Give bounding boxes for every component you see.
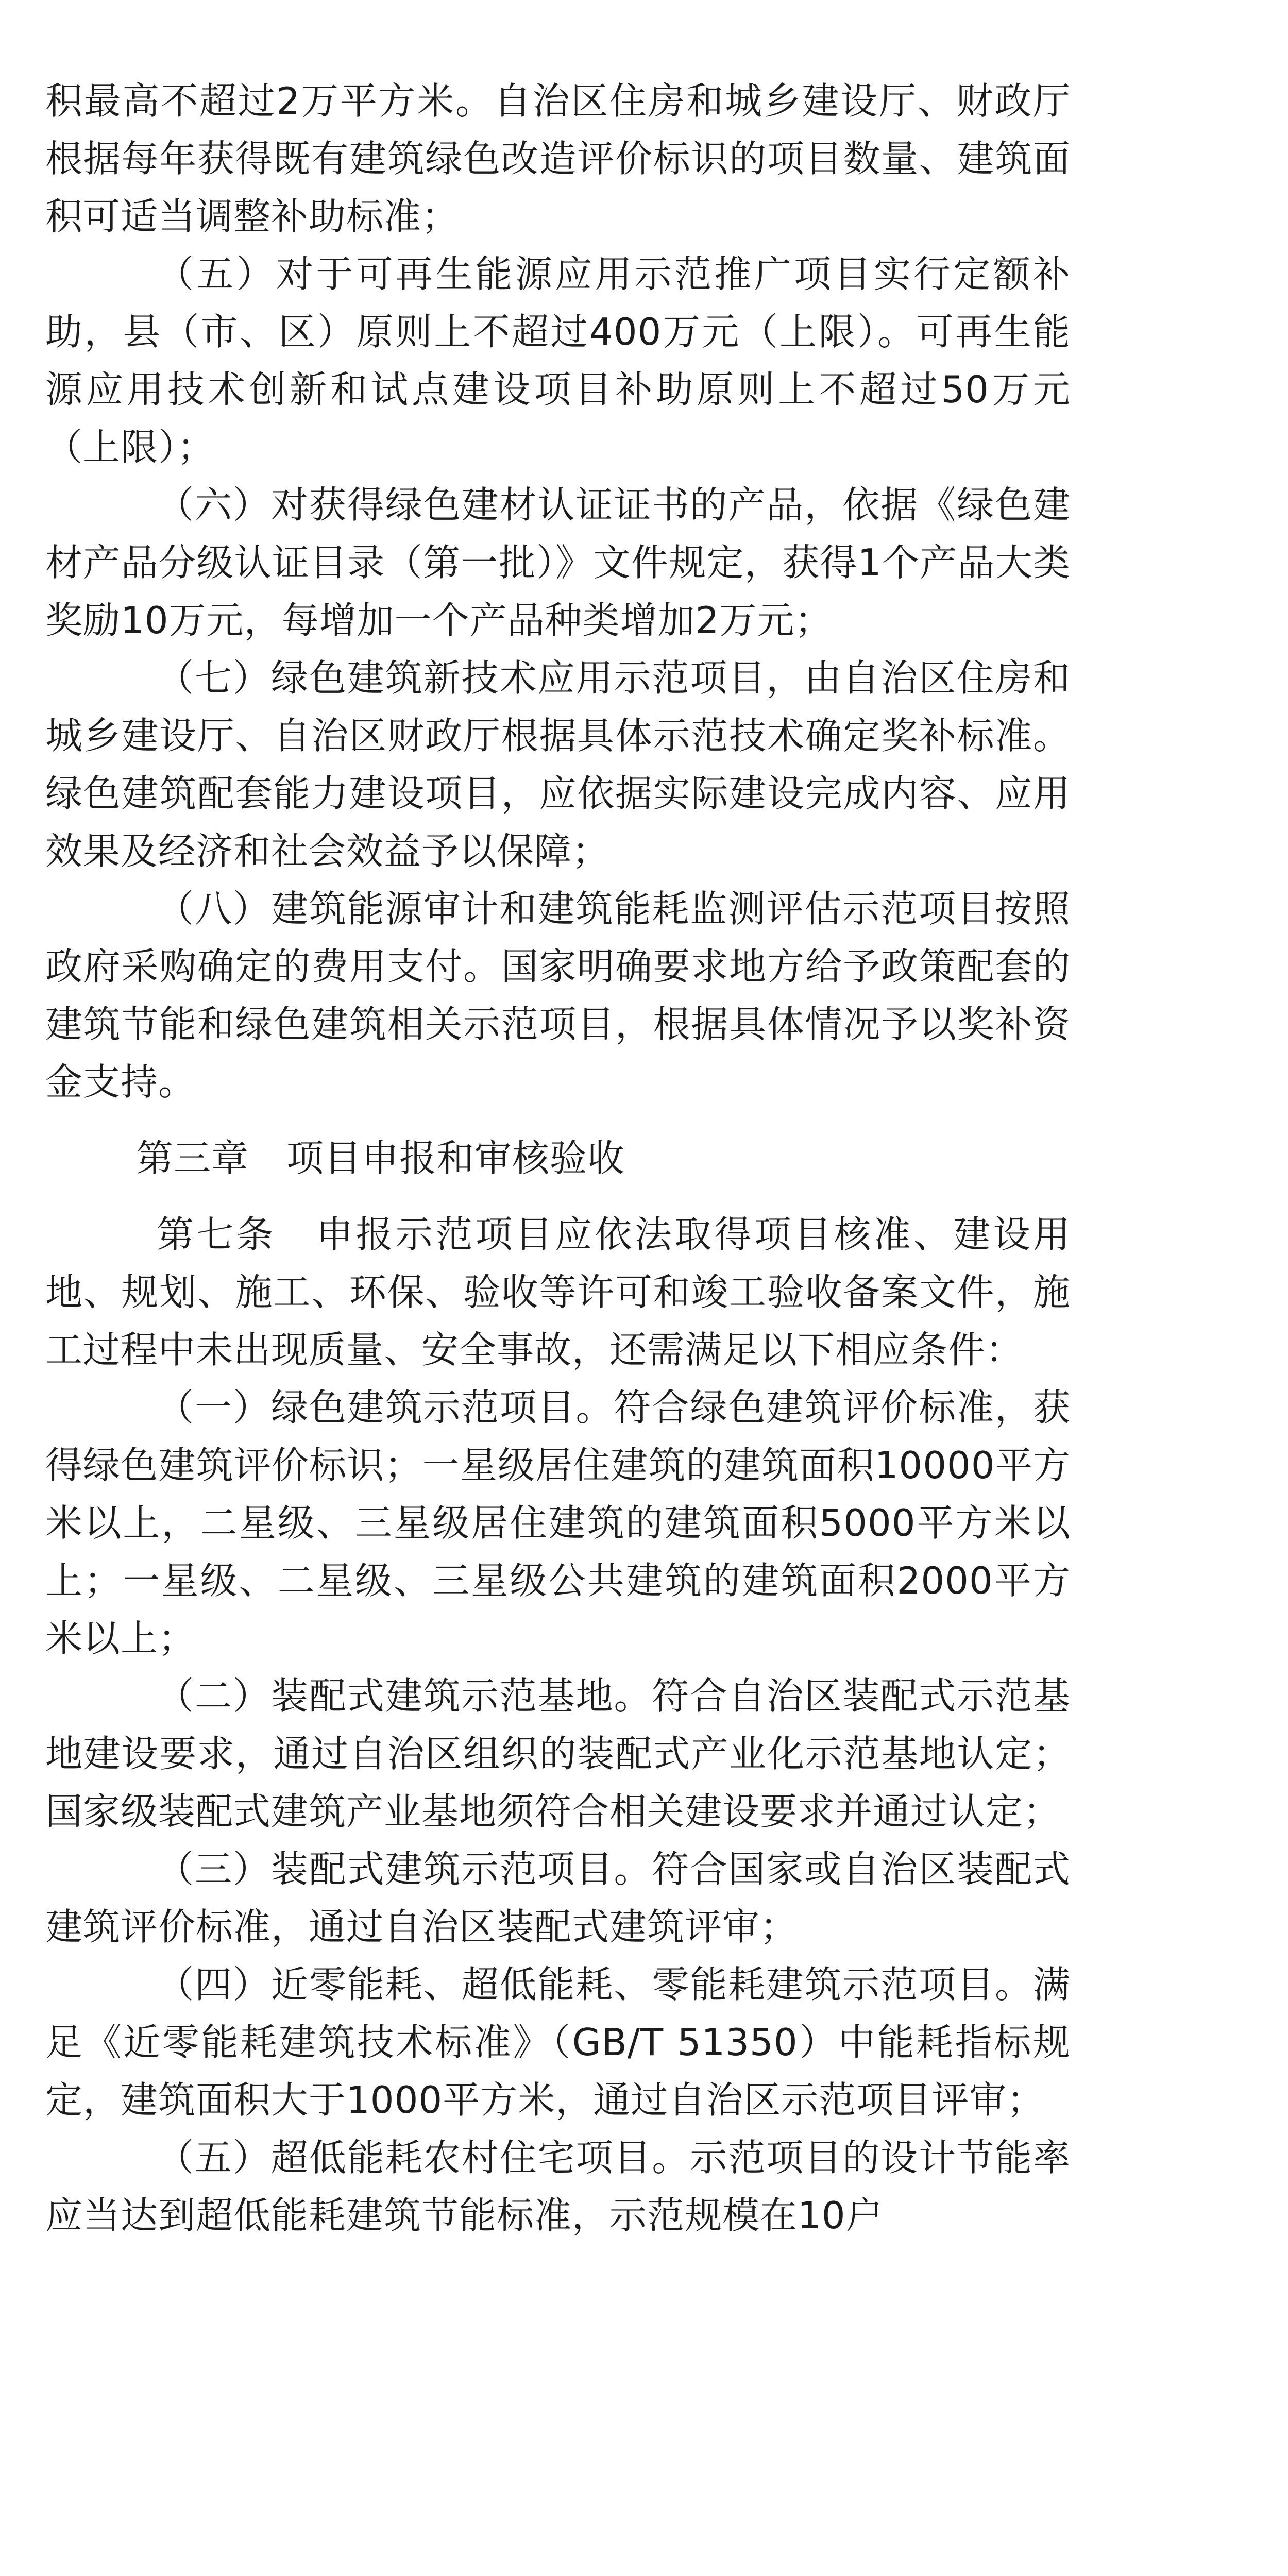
paragraph-item-8: （八）建筑能源审计和建筑能耗监测评估示范项目按照政府采购确定的费用支付。国家明确要求地方给予政策配套的建筑节能和绿色建筑相关示范项目，根据具体情况予以奖补资金支持。 [45,887,1071,1104]
paragraph-continuation: 积最高不超过2万平方米。自治区住房和城乡建设厅、财政厅根据每年获得既有建筑绿色改造评价标识的项目数量、建筑面积可适当调整补助标准； [45,79,1071,238]
article-7-intro: 第七条 申报示范项目应依法取得项目核准、建设用地、规划、施工、环保、验收等许可和竣工验收备案文件，施工过程中未出现质量、安全事故，还需满足以下相应条件： [45,1213,1071,1371]
condition-item-3: （三）装配式建筑示范项目。符合国家或自治区装配式建筑评价标准，通过自治区装配式建筑评审； [45,1848,1071,1948]
condition-item-1: （一）绿色建筑示范项目。符合绿色建筑评价标准，获得绿色建筑评价标识；一星级居住建筑的建筑面积10000平方米以上，二星级、三星级居住建筑的建筑面积5000平方米以上；一星级、二星级、三星级公共建筑的建筑面积2000平方米以上； [45,1386,1071,1660]
chapter-heading: 第三章 项目申报和审核验收 [136,1137,625,1180]
condition-item-4: （四）近零能耗、超低能耗、零能耗建筑示范项目。满足《近零能耗建筑技术标准》（GB/T 51350）中能耗指标规定，建筑面积大于1000平方米，通过自治区示范项目评审； [45,1963,1071,2122]
condition-item-2: （二）装配式建筑示范基地。符合自治区装配式示范基地建设要求，通过自治区组织的装配式产业化示范基地认定；国家级装配式建筑产业基地须符合相关建设要求并通过认定； [45,1674,1071,1833]
condition-item-5: （五）超低能耗农村住宅项目。示范项目的设计节能率应当达到超低能耗建筑节能标准，示范规模在10户 [45,2136,1071,2237]
document-page [45,72,1071,2244]
paragraph-item-6: （六）对获得绿色建材认证证书的产品，依据《绿色建材产品分级认证目录（第一批）》文件规定，获得1个产品大类奖励10万元，每增加一个产品种类增加2万元； [45,483,1071,642]
paragraph-item-7: （七）绿色建筑新技术应用示范项目，由自治区住房和城乡建设厅、自治区财政厅根据具体示范技术确定奖补标准。绿色建筑配套能力建设项目，应依据实际建设完成内容、应用效果及经济和社会效益予以保障； [45,656,1071,873]
paragraph-item-5: （五）对于可再生能源应用示范推广项目实行定额补助，县（市、区）原则上不超过400万元（上限）。可再生能源应用技术创新和试点建设项目补助原则上不超过50万元（上限）； [45,252,1071,469]
